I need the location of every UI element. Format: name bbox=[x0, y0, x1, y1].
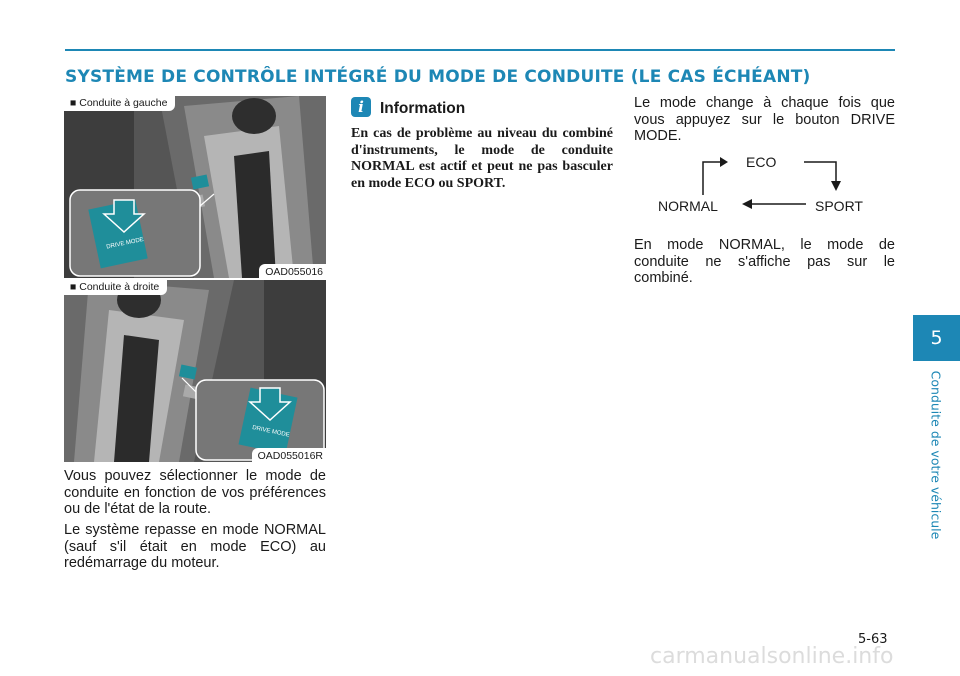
drive-mode-button-label: DRIVE MODE bbox=[251, 424, 291, 439]
mode-eco-label: ECO bbox=[746, 154, 777, 170]
mode-normal-label: NORMAL bbox=[658, 198, 718, 214]
arrow-head-icon bbox=[831, 181, 841, 191]
figure-code: OAD055016 bbox=[259, 264, 326, 278]
figure-caption: ■ Conduite à gauche bbox=[64, 96, 175, 111]
info-icon: i bbox=[351, 97, 371, 117]
mode-cycle-diagram bbox=[634, 148, 895, 218]
chapter-title: Conduite de votre véhicule bbox=[928, 370, 944, 540]
figure-code: OAD055016R bbox=[252, 448, 326, 462]
mode-sport-label: SPORT bbox=[815, 198, 863, 214]
info-title: Information bbox=[380, 100, 466, 117]
arrow-head-icon bbox=[720, 157, 728, 167]
section-title: SYSTÈME DE CONTRÔLE INTÉGRÉ DU MODE DE CONDUITE (LE CAS ÉCHÉANT) bbox=[65, 67, 811, 87]
arrow-head-icon bbox=[742, 199, 752, 209]
figure-right-hand-drive bbox=[64, 280, 326, 462]
gear-console-illustration bbox=[64, 280, 326, 462]
gear-console-illustration bbox=[64, 96, 326, 278]
page-number: 5-63 bbox=[858, 632, 888, 647]
info-text: En cas de problème au niveau du combiné d'instruments, le mode de conduite NORMAL est actif et peut ne pas basculer en mode ECO ou SPORT. bbox=[351, 126, 613, 191]
top-rule bbox=[65, 49, 895, 51]
figure-caption: ■ Conduite à droite bbox=[64, 280, 167, 295]
figure-left-hand-drive bbox=[64, 96, 326, 278]
paragraph-normal-display: En mode NORMAL, le mode de conduite ne s'affiche pas sur le combiné. bbox=[634, 237, 895, 286]
paragraph-restart-normal: Le système repasse en mode NORMAL (sauf s'il était en mode ECO) au redémarrage du moteur. bbox=[64, 522, 326, 571]
paragraph-mode-change: Le mode change à chaque fois que vous appuyez sur le bouton DRIVE MODE. bbox=[634, 95, 895, 144]
paragraph-select-mode: Vous pouvez sélectionner le mode de conduite en fonction de vos préférences ou de l'état de la route. bbox=[64, 468, 326, 517]
chapter-tab: 5 bbox=[913, 315, 960, 361]
watermark: carmanualsonline.info bbox=[650, 644, 894, 669]
drive-mode-button-label: DRIVE MODE bbox=[105, 236, 145, 251]
